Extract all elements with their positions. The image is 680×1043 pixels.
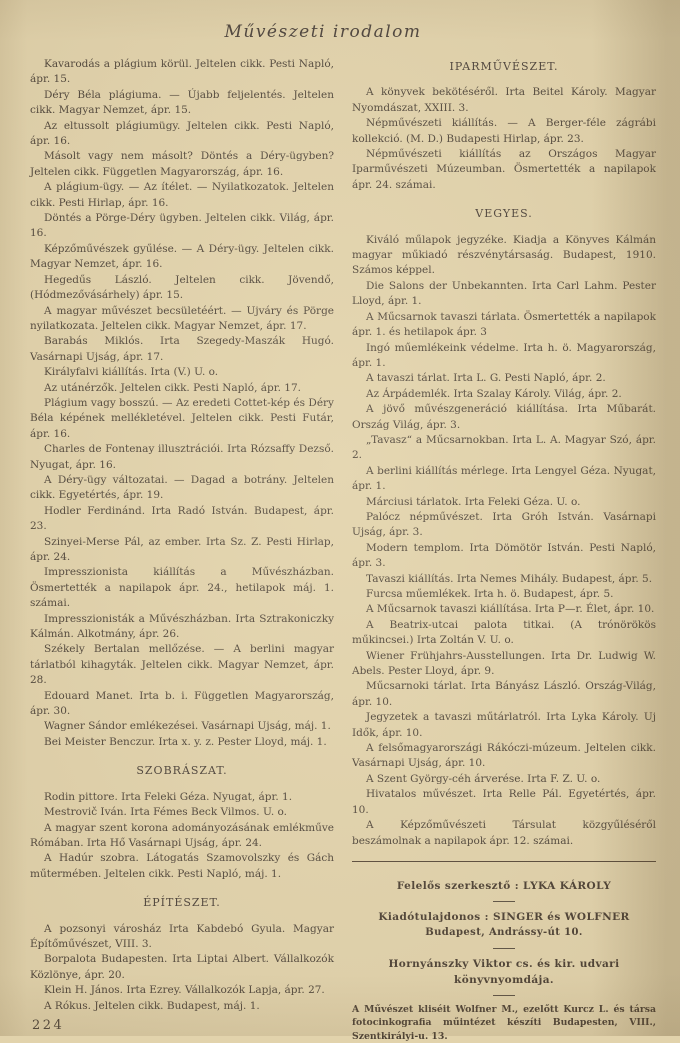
bibliography-entry: Kiváló műlapok jegyzéke. Kiadja a Könyves Kálmán magyar műkiadó részvénytársaság. Budapest, 1910. Számos képpel.: [352, 233, 656, 277]
imprint-footer: [352, 861, 656, 1043]
right-column: [352, 57, 656, 1043]
page-number: 224: [32, 1017, 65, 1033]
bibliography-entry: Másolt vagy nem másolt? Döntés a Déry-ügyben? Jeltelen cikk. Független Magyarország, ápr. 16.: [30, 150, 334, 178]
bibliography-entry: „Tavasz“ a Műcsarnokban. Irta L. A. Magyar Szó, ápr. 2.: [352, 433, 656, 462]
bibliography-entry: Képzőművészek gyűlése. — A Déry-ügy. Jeltelen cikk. Magyar Nemzet, ápr. 16.: [30, 242, 334, 271]
bibliography-entry: Népművészeti kiállítás az Országos Magyar Iparművészeti Múzeumban. Ösmertették a napilapok ápr. 24. számai.: [352, 148, 656, 191]
bibliography-entry: Impresszionista kiállítás a Művészházban. Ösmertették a napilapok ápr. 24., hetilapok máj. 1. számai.: [30, 566, 334, 610]
two-column-layout: [30, 57, 656, 1043]
cliche-note: A Művészet kliséit Wolfner M., ezelőtt Kurcz L. és társa fotocinkografia műintézet készíti Budapesten, VIII., Szentkirályi-u. 13.: [352, 1003, 656, 1042]
bibliography-entry: Hodler Ferdinánd. Irta Radó István. Budapest, ápr. 23.: [30, 504, 334, 533]
bibliography-entry: Kavarodás a plágium körül. Jeltelen cikk. Pesti Napló, ápr. 15.: [30, 58, 334, 86]
bibliography-entry: Bei Meister Benczur. Irta x. y. z. Pester Lloyd, máj. 1.: [44, 735, 327, 748]
bibliography-entry: Plágium vagy bosszú. — Az eredeti Cottet-kép és Déry Béla képének mellékletével. Jeltelen cikk. Pesti Futár, ápr. 16.: [30, 396, 334, 440]
dash-divider: [493, 948, 515, 949]
bibliography-entry: Rodin pittore. Irta Feleki Géza. Nyugat, ápr. 1.: [44, 790, 293, 803]
bibliography-entry: Az Árpádemlék. Irta Szalay Károly. Világ, ápr. 2.: [366, 387, 622, 400]
bibliography-entry: A jövő művészgeneráció kiállítása. Irta Műbarát. Ország Világ, ápr. 3.: [352, 403, 656, 431]
section-heading-szobraszat: SZOBRÁSZAT.: [136, 764, 228, 778]
printer-line: Hornyánszky Viktor cs. és kir. udvari könyvnyomdája.: [388, 957, 620, 986]
bibliography-entry: Charles de Fontenay illusztrációi. Irta Rózsaffy Dezső. Nyugat, ápr. 16.: [30, 443, 334, 471]
publisher-line: Kiadótulajdonos : SINGER és WOLFNER: [378, 910, 630, 923]
left-column: [30, 57, 334, 1043]
section-heading-iparmuveszet: IPARMŰVÉSZET.: [449, 60, 559, 73]
bibliography-entry: Az utánérzők. Jeltelen cikk. Pesti Napló, ápr. 17.: [44, 381, 301, 394]
publisher-address: Budapest, Andrássy-út 10.: [425, 926, 583, 938]
bibliography-entry: A magyar szent korona adományozásának emlékműve Rómában. Irta Hő Vasárnapi Ujság, ápr. 24.: [30, 821, 334, 849]
bibliography-entry: A felsőmagyarországi Rákóczi-múzeum. Jeltelen cikk. Vasárnapi Ujság, ápr. 10.: [352, 742, 656, 770]
bibliography-entry: Tavaszi kiállítás. Irta Nemes Mihály. Budapest, ápr. 5.: [366, 572, 653, 585]
bibliography-entry: Ingó műemlékeink védelme. Irta h. ö. Magyarország, ápr. 1.: [352, 341, 656, 369]
bibliography-entry: Döntés a Pörge-Déry ügyben. Jeltelen cikk. Világ, ápr. 16.: [30, 212, 334, 240]
bibliography-entry: Márciusi tárlatok. Irta Feleki Géza. U. o.: [366, 495, 581, 508]
section-heading-vegyes: VEGYES.: [475, 207, 533, 221]
bibliography-entry: Népművészeti kiállítás. — A Berger-féle zágrábi kollekció. (M. D.) Budapesti Hirlap, ápr. 23.: [352, 117, 656, 145]
bibliography-entry: Barabás Miklós. Irta Szegedy-Maszák Hugó. Vasárnapi Ujság, ápr. 17.: [30, 335, 334, 363]
bibliography-entry: Székely Bertalan mellőzése. — A berlini magyar tárlatból kihagyták. Jeltelen cikk. Magyar Nemzet, ápr. 28.: [30, 643, 334, 687]
bibliography-entry: Borpalota Budapesten. Irta Liptai Albert. Vállalkozók Közlönye, ápr. 20.: [30, 953, 334, 981]
bibliography-entry: Klein H. János. Irta Ezrey. Vállalkozók Lapja, ápr. 27.: [44, 984, 325, 997]
bibliography-entry: A tavaszi tárlat. Irta L. G. Pesti Napló, ápr. 2.: [366, 372, 606, 385]
bibliography-entry: Impresszionisták a Művészházban. Irta Sztrakoniczky Kálmán. Alkotmány, ápr. 26.: [30, 612, 334, 641]
bibliography-entry: A könyvek bekötéséről. Irta Beitel Károly. Magyar Nyomdászat, XXIII. 3.: [352, 86, 656, 114]
bibliography-entry: Modern templom. Irta Dömötör István. Pesti Napló, ápr. 3.: [352, 541, 656, 570]
bibliography-entry: A berlini kiállítás mérlege. Irta Lengyel Géza. Nyugat, ápr. 1.: [352, 464, 656, 493]
bibliography-entry: Déry Béla plágiuma. — Újabb feljelentés. Jeltelen cikk. Magyar Nemzet, ápr. 15.: [30, 88, 334, 117]
bibliography-entry: Wagner Sándor emlékezései. Vasárnapi Ujság, máj. 1.: [44, 720, 331, 733]
bibliography-entry: A Képzőművészeti Társulat közgyűléséről beszámolnak a napilapok ápr. 12. számai.: [352, 819, 656, 847]
bibliography-entry: A Beatrix-utcai palota titkai. (A trónörökös műkincsei.) Irta Zoltán V. U. o.: [352, 618, 656, 647]
bibliography-entry: Edouard Manet. Irta b. i. Független Magyarország, ápr. 30.: [30, 689, 334, 718]
bibliography-entry: A Műcsarnok tavaszi tárlata. Ösmertették a napilapok ápr. 1. és hetilapok ápr. 3: [352, 310, 656, 339]
bibliography-entry: Az eltussolt plágiumügy. Jeltelen cikk. Pesti Napló, ápr. 16.: [30, 119, 334, 148]
bibliography-entry: Wiener Frühjahrs-Ausstellungen. Irta Dr. Ludwig W. Abels. Pester Lloyd, ápr. 9.: [352, 649, 656, 678]
bibliography-entry: Palócz népművészet. Irta Gróh István. Vasárnapi Ujság, ápr. 3.: [352, 510, 656, 539]
bibliography-entry: A Déry-ügy változatai. — Dagad a botrány. Jeltelen cikk. Egyetértés, ápr. 19.: [30, 473, 334, 502]
bibliography-entry: Hegedűs László. Jeltelen cikk. Jövendő, (Hódmezővásárhely) ápr. 15.: [30, 273, 334, 302]
bibliography-entry: Királyfalvi kiállítás. Irta (V.) U. o.: [44, 366, 219, 379]
bibliography-entry: A Rókus. Jeltelen cikk. Budapest, máj. 1.: [44, 999, 260, 1012]
section-heading-epiteszet: ÉPÍTÉSZET.: [143, 896, 221, 910]
bibliography-entry: A Szent György-céh árverése. Irta F. Z. U. o.: [366, 772, 601, 785]
bibliography-entry: Die Salons der Unbekannten. Irta Carl Lahm. Pester Lloyd, ápr. 1.: [352, 279, 656, 308]
bibliography-entry: Műcsarnoki tárlat. Irta Bányász László. Ország-Világ, ápr. 10.: [352, 680, 656, 708]
bibliography-entry: A pozsonyi városház Irta Kabdebó Gyula. Magyar Építőművészet, VIII. 3.: [30, 922, 334, 950]
footer-divider: [352, 861, 656, 862]
bibliography-entry: Furcsa műemlékek. Irta h. ö. Budapest, ápr. 5.: [366, 588, 614, 600]
bibliography-entry: A Hadúr szobra. Látogatás Szamovolszky és Gách műtermében. Jeltelen cikk. Pesti Napló, máj. 1.: [30, 852, 334, 880]
editor-line: Felelős szerkesztő : LYKA KÁROLY: [396, 879, 612, 892]
dash-divider: [493, 901, 515, 902]
bibliography-entry: Hivatalos művészet. Irta Relle Pál. Egyetértés, ápr. 10.: [352, 788, 656, 816]
bibliography-entry: A magyar művészet becsületéért. — Ujváry és Pörge nyilatkozata. Jeltelen cikk. Magyar Nemzet, ápr. 17.: [30, 304, 334, 332]
page-title: Művészeti irodalom: [224, 22, 422, 42]
bibliography-entry: Jegyzetek a tavaszi műtárlatról. Irta Lyka Károly. Uj Idők, ápr. 10.: [352, 711, 656, 739]
dash-divider: [493, 995, 515, 996]
bibliography-entry: Szinyei-Merse Pál, az ember. Irta Sz. Z. Pesti Hirlap, ápr. 24.: [30, 535, 334, 563]
bibliography-entry: A plágium-ügy. — Az ítélet. — Nyilatkozatok. Jeltelen cikk. Pesti Hirlap, ápr. 16.: [30, 181, 334, 209]
bibliography-entry: Mestrovič Iván. Irta Fémes Beck Vilmos. U. o.: [44, 806, 288, 819]
bibliography-entry: A Műcsarnok tavaszi kiállítása. Irta P—r. Élet, ápr. 10.: [366, 603, 655, 616]
